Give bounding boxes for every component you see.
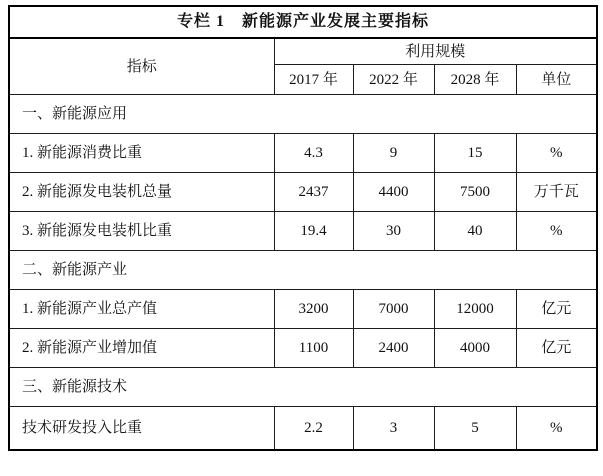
- value-2028: 4000: [434, 329, 516, 368]
- table-row: [9, 212, 597, 251]
- table-title-row: [9, 6, 597, 38]
- header-year-2022: 2022 年: [353, 65, 434, 95]
- table-title: 专栏 1 新能源产业发展主要指标: [9, 6, 597, 38]
- value-2017: 2437: [274, 173, 353, 212]
- value-2028: 15: [434, 134, 516, 173]
- row-label: 2. 新能源发电装机总量: [9, 173, 274, 212]
- row-unit: %: [516, 407, 597, 451]
- value-2022: 7000: [353, 290, 434, 329]
- table-row: [9, 290, 597, 329]
- row-unit: 亿元: [516, 329, 597, 368]
- section-title: 三、新能源技术: [9, 368, 597, 407]
- row-label: 技术研发投入比重: [9, 407, 274, 451]
- table-row: [9, 407, 597, 451]
- header-group-row: [9, 38, 597, 65]
- header-year-2028: 2028 年: [434, 65, 516, 95]
- section-row-applications: [9, 95, 597, 134]
- value-2022: 3: [353, 407, 434, 451]
- value-2017: 3200: [274, 290, 353, 329]
- section-title: 一、新能源应用: [9, 95, 597, 134]
- row-unit: %: [516, 212, 597, 251]
- value-2028: 5: [434, 407, 516, 451]
- value-2022: 30: [353, 212, 434, 251]
- row-label: 3. 新能源发电装机比重: [9, 212, 274, 251]
- value-2022: 2400: [353, 329, 434, 368]
- table-row: [9, 329, 597, 368]
- header-utilization-scale: 利用规模: [274, 38, 597, 65]
- section-row-industry: [9, 251, 597, 290]
- value-2017: 1100: [274, 329, 353, 368]
- row-label: 1. 新能源消费比重: [9, 134, 274, 173]
- value-2017: 19.4: [274, 212, 353, 251]
- row-label: 1. 新能源产业总产值: [9, 290, 274, 329]
- value-2022: 4400: [353, 173, 434, 212]
- row-unit: 万千瓦: [516, 173, 597, 212]
- row-label: 2. 新能源产业增加值: [9, 329, 274, 368]
- header-year-2017: 2017 年: [274, 65, 353, 95]
- value-2022: 9: [353, 134, 434, 173]
- value-2028: 40: [434, 212, 516, 251]
- value-2017: 4.3: [274, 134, 353, 173]
- section-title: 二、新能源产业: [9, 251, 597, 290]
- header-unit: 单位: [516, 65, 597, 95]
- row-unit: 亿元: [516, 290, 597, 329]
- section-row-technology: [9, 368, 597, 407]
- value-2028: 12000: [434, 290, 516, 329]
- table-row: [9, 134, 597, 173]
- row-unit: %: [516, 134, 597, 173]
- header-indicator: 指标: [9, 38, 274, 95]
- indicators-table: [8, 5, 598, 451]
- value-2017: 2.2: [274, 407, 353, 451]
- table-row: [9, 173, 597, 212]
- value-2028: 7500: [434, 173, 516, 212]
